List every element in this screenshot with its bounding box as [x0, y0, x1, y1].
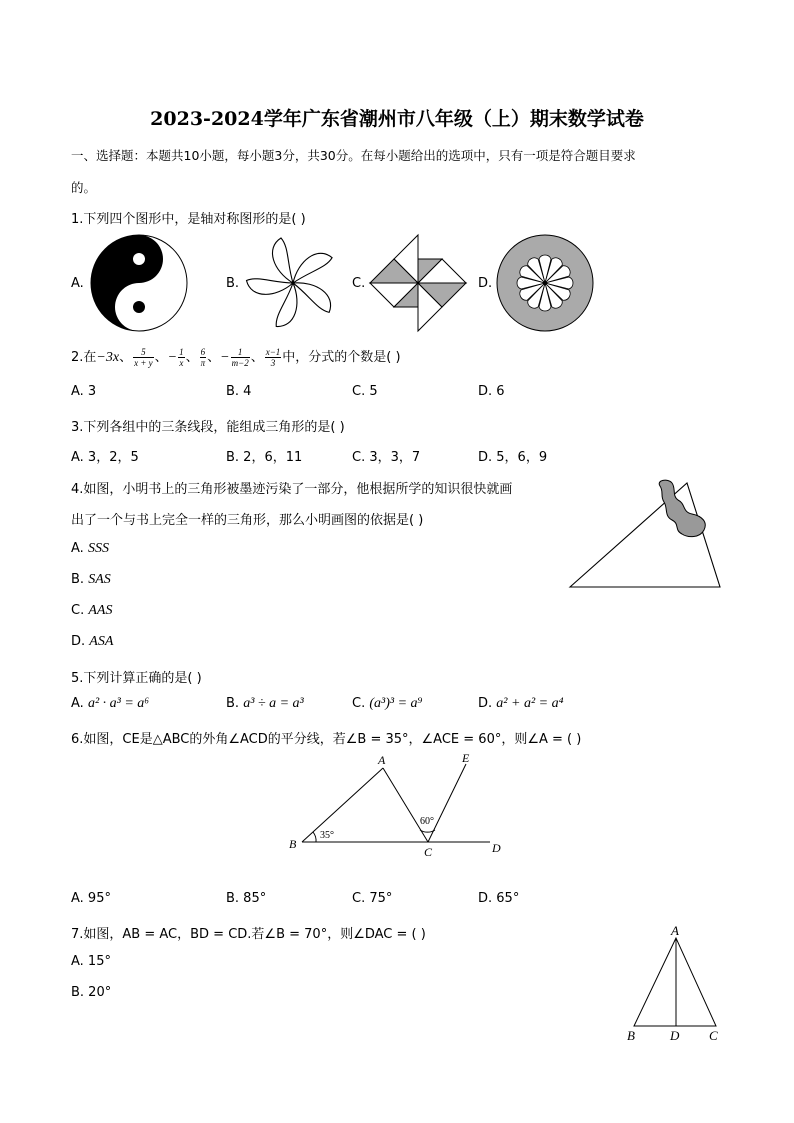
q2-fraction-5 — [265, 347, 282, 368]
q2-option-a: A. 3 — [71, 384, 97, 399]
q4-option-letter: D. — [71, 634, 86, 649]
q2-minus: − — [167, 350, 178, 365]
q2-f5-denominator: 3 — [270, 358, 276, 368]
q7-isosceles-figure — [622, 922, 726, 1048]
q3-stem: 3.下列各组中的三条线段，能组成三角形的是( ) — [71, 420, 345, 435]
q2-f3-numerator: 6 — [200, 347, 206, 357]
q7-option-b: B. 20° — [71, 985, 112, 1000]
q2-f2-numerator: 1 — [179, 347, 184, 357]
q5-option-letter: C. — [352, 696, 366, 711]
circle-flower-figure — [495, 233, 595, 333]
q5-option-b — [226, 696, 304, 712]
q2-option-d: D. 6 — [478, 384, 505, 399]
q5-option-expr: a³ ÷ a = a³ — [243, 696, 304, 711]
q2-sep: 、 — [207, 350, 221, 365]
q1-option-b: B. — [226, 276, 240, 291]
q5-option-a — [71, 696, 149, 712]
q5-option-expr: a² + a² = a⁴ — [496, 696, 564, 711]
q5-option-expr: a² · a³ = a⁶ — [87, 696, 150, 711]
petal-flower-figure — [243, 233, 343, 333]
q6-option-a: A. 95° — [71, 891, 111, 906]
q2-fraction-4 — [231, 347, 250, 368]
q4-option-letter: B. — [71, 572, 85, 587]
q4-ink-triangle-figure — [568, 478, 723, 590]
q5-stem: 5.下列计算正确的是( ) — [71, 671, 202, 686]
q4-option-value: SAS — [88, 572, 111, 587]
q3-option-c: C. 3，3，7 — [352, 450, 421, 465]
q6-angle-c-label: 60° — [420, 816, 434, 827]
q4-option-d — [71, 634, 113, 650]
q5-option-c — [352, 696, 422, 712]
q4-option-value: SSS — [87, 541, 109, 556]
q4-stem-cont: 出了一个与书上完全一样的三角形，那么小明画图的依据是( ) — [71, 513, 424, 528]
q2-option-c: C. 5 — [352, 384, 378, 399]
q4-option-letter: C. — [71, 603, 85, 618]
q3-option-a: A. 3，2，5 — [71, 450, 139, 465]
q2-fraction-3 — [200, 347, 207, 368]
pinwheel-figure — [368, 233, 468, 333]
q2-f2-denominator: x — [179, 358, 184, 368]
page-title: 2023-2024学年广东省潮州市八年级（上）期末数学试卷 — [150, 108, 644, 130]
q4-option-a — [71, 541, 109, 557]
q7-stem: 7.如图，AB = AC，BD = CD.若∠B = 70°，则∠DAC = ( ) — [71, 927, 426, 942]
q3-option-b: B. 2，6，11 — [226, 450, 303, 465]
q5-option-letter: B. — [226, 696, 240, 711]
q6-option-c: C. 75° — [352, 891, 393, 906]
q4-stem: 4.如图，小明书上的三角形被墨迹污染了一部分，他根据所学的知识很快就画 — [71, 482, 513, 497]
q4-option-value: ASA — [89, 634, 114, 649]
q7-label-b: B — [627, 1028, 635, 1043]
q6-label-c: C — [424, 845, 433, 859]
section-heading: 一、选择题：本题共10小题，每小题3分，共30分。在每小题给出的选项中，只有一项是符合题目要求 — [71, 148, 636, 163]
q1-option-c: C. — [352, 276, 366, 291]
q2-fraction-1 — [133, 347, 154, 368]
q2-f3-denominator: π — [200, 358, 206, 368]
q4-option-value: AAS — [88, 603, 113, 618]
q4-option-b — [71, 572, 111, 588]
q3-option-d: D. 5，6，9 — [478, 450, 548, 465]
q7-label-d: D — [670, 1028, 680, 1043]
q5-option-d — [478, 696, 563, 712]
q2-f1-denominator: x + y — [134, 358, 153, 368]
q1-option-d: D. — [478, 276, 493, 291]
q5-option-letter: A. — [71, 696, 84, 711]
q6-exterior-angle-figure — [286, 750, 506, 862]
q2-f1-numerator: 5 — [133, 347, 154, 358]
q2-sep: 、 — [119, 350, 133, 365]
q6-label-a: A — [378, 753, 386, 767]
yin-yang-figure — [89, 233, 189, 333]
q2-sep: 、 — [250, 350, 264, 365]
q7-label-a: A — [671, 923, 679, 938]
q2-sep: 、 — [185, 350, 199, 365]
q6-stem: 6.如图，CE是△ABC的外角∠ACD的平分线，若∠B = 35°，∠ACE = 60°，则∠A = ( ) — [71, 732, 582, 747]
q6-label-b: B — [289, 837, 297, 851]
q2-stem — [71, 347, 401, 368]
q2-option-b: B. 4 — [226, 384, 252, 399]
q5-option-expr: (a³)³ = a⁹ — [369, 696, 423, 711]
q6-label-d: D — [492, 841, 501, 855]
q5-option-letter: D. — [478, 696, 493, 711]
q2-suffix: 中，分式的个数是( ) — [282, 350, 401, 365]
q2-sep: 、 — [154, 350, 168, 365]
q2-minus: − — [220, 350, 230, 365]
q2-f5-numerator: x−1 — [265, 347, 281, 357]
q2-f4-denominator: m−2 — [231, 358, 249, 368]
q2-f4-numerator: 1 — [231, 347, 250, 358]
q7-option-a: A. 15° — [71, 954, 111, 969]
q2-fraction-2 — [178, 347, 185, 368]
q2-prefix: 2.在 — [71, 350, 97, 365]
q6-option-d: D. 65° — [478, 891, 520, 906]
q7-label-c: C — [709, 1028, 718, 1043]
q4-option-letter: A. — [71, 541, 84, 556]
q1-stem: 1.下列四个图形中，是轴对称图形的是( ) — [71, 212, 306, 227]
section-heading-cont: 的。 — [71, 180, 97, 195]
q1-option-a: A. — [71, 276, 84, 291]
q6-angle-b-label: 35° — [320, 830, 334, 841]
q4-option-c — [71, 603, 112, 619]
q6-label-e: E — [462, 751, 470, 765]
q6-option-b: B. 85° — [226, 891, 267, 906]
q2-term: −3x — [96, 350, 120, 365]
